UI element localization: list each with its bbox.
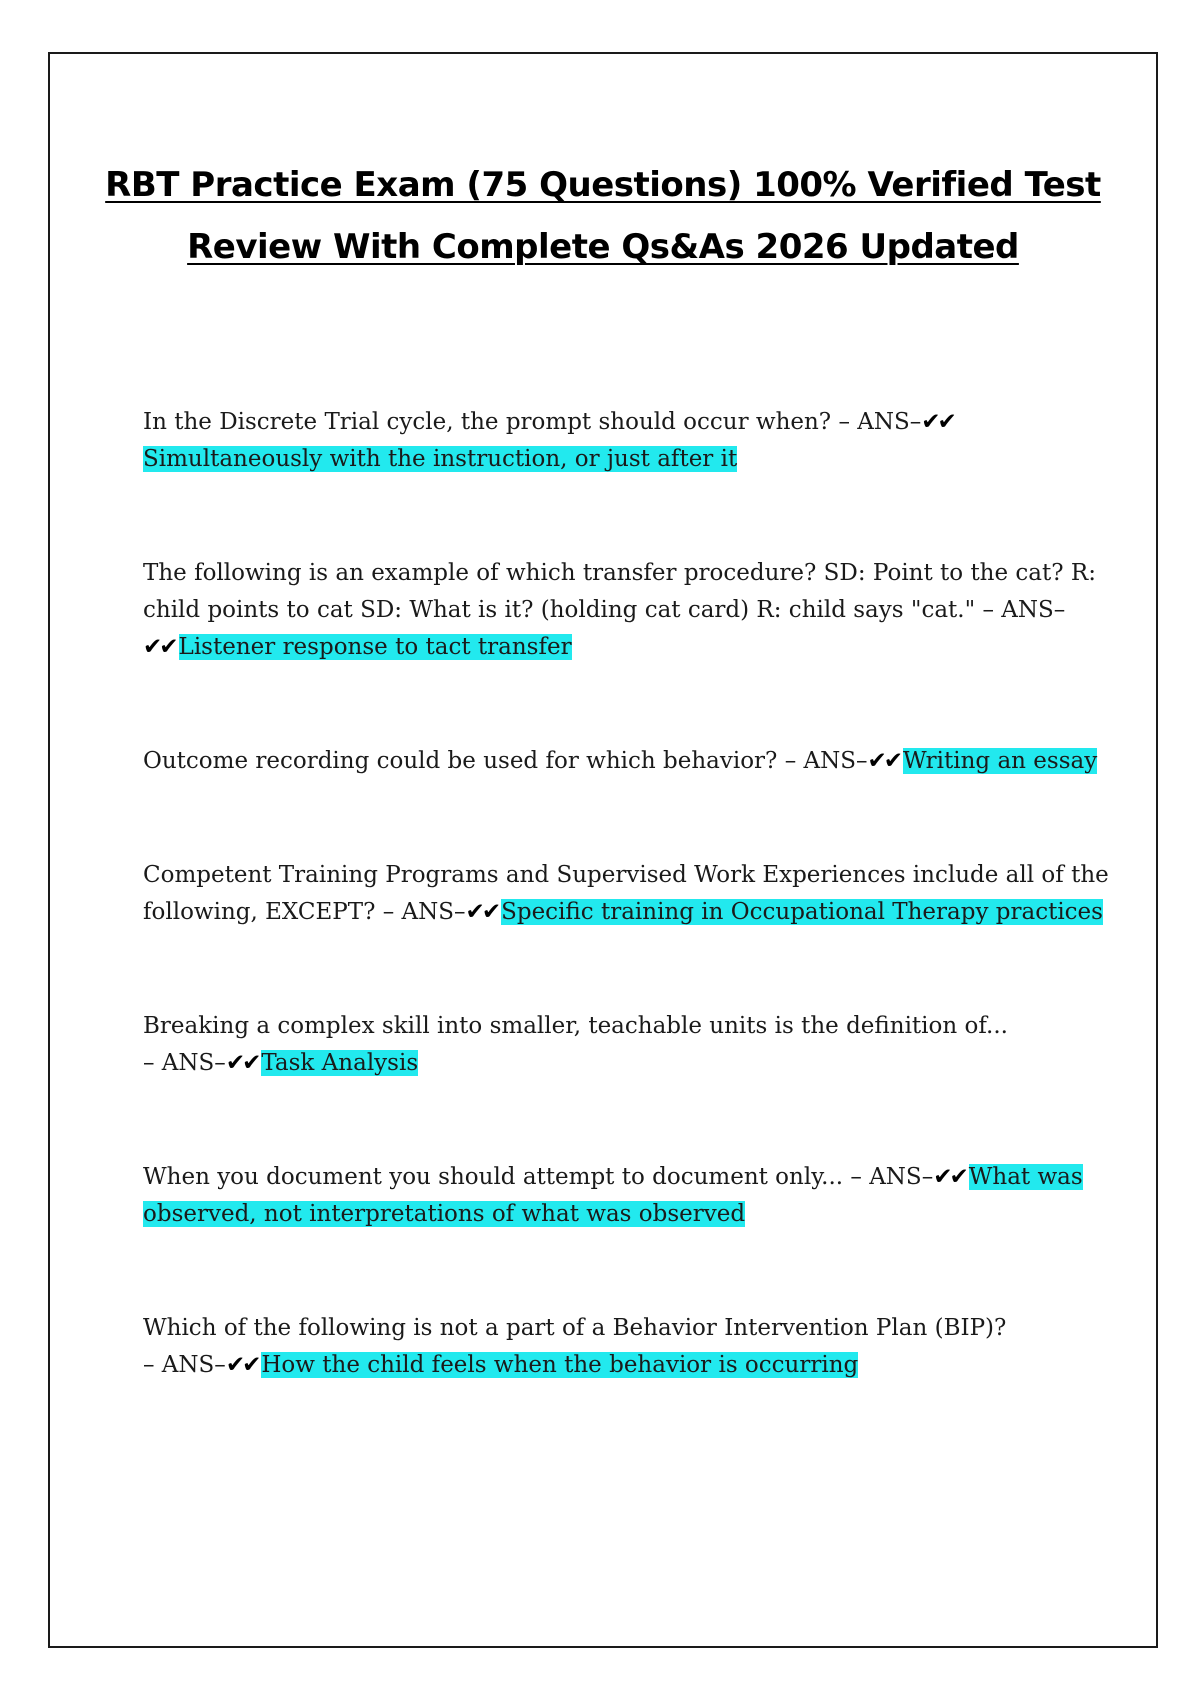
- qa-item-5: [143, 1008, 1118, 1082]
- double-check-icon: ✔✔: [225, 1050, 259, 1076]
- qa-list: [143, 404, 1118, 1384]
- title-line-1: RBT Practice Exam (75 Questions) 100% Verified Test: [105, 165, 1101, 205]
- title-line-2: Review With Complete Qs&As 2026 Updated: [187, 227, 1019, 267]
- ans-label: – ANS–: [982, 597, 1066, 623]
- ans-label: – ANS–: [850, 1164, 934, 1190]
- question-text: In the Discrete Trial cycle, the prompt should occur when?: [143, 409, 839, 435]
- qa-item-1: [143, 404, 1118, 478]
- double-check-icon: ✔✔: [921, 409, 954, 435]
- question-text: When you document you should attempt to document only...: [143, 1164, 851, 1190]
- double-check-icon: ✔✔: [933, 1164, 966, 1190]
- question-text: Outcome recording could be used for which behavior?: [143, 748, 785, 774]
- question-text: The following is an example of which transfer procedure? SD: Point to the cat? R: child points to cat SD: What is it? (holding cat card) R: child says "cat.": [143, 560, 1096, 623]
- qa-item-4: [143, 857, 1118, 931]
- answer-highlight: Specific training in Occupational Therapy practices: [501, 899, 1103, 925]
- qa-item-3: [143, 743, 1118, 780]
- ans-label: – ANS–: [838, 409, 922, 435]
- answer-highlight: How the child feels when the behavior is occurring: [261, 1352, 859, 1378]
- double-check-icon: ✔✔: [465, 899, 499, 925]
- answer-highlight: Listener response to tact transfer: [178, 634, 572, 660]
- answer-highlight: Writing an essay: [903, 748, 1098, 774]
- qa-item-6: [143, 1159, 1118, 1233]
- double-check-icon: ✔✔: [143, 634, 176, 660]
- qa-item-7: [143, 1310, 1118, 1384]
- ans-label: – ANS–: [784, 748, 868, 774]
- answer-highlight: Task Analysis: [261, 1050, 419, 1076]
- question-text: Which of the following is not a part of a Behavior Intervention Plan (BIP)?: [143, 1315, 1007, 1341]
- question-text: Competent Training Programs and Supervised Work Experiences include all of the following, EXCEPT?: [143, 862, 1109, 925]
- ans-label: – ANS–: [382, 899, 466, 925]
- double-check-icon: ✔✔: [225, 1352, 259, 1378]
- double-check-icon: ✔✔: [867, 748, 901, 774]
- question-text: Breaking a complex skill into smaller, teachable units is the definition of...: [143, 1013, 1008, 1039]
- ans-label: – ANS–: [143, 1050, 226, 1076]
- qa-item-2: [143, 555, 1118, 666]
- answer-highlight: Simultaneously with the instruction, or just after it: [143, 446, 738, 472]
- answer-highlight: What was observed, not interpretations of what was observed: [143, 1164, 1083, 1227]
- document-page: [48, 52, 1158, 1648]
- ans-label: – ANS–: [143, 1352, 226, 1378]
- document-title: [50, 154, 1156, 278]
